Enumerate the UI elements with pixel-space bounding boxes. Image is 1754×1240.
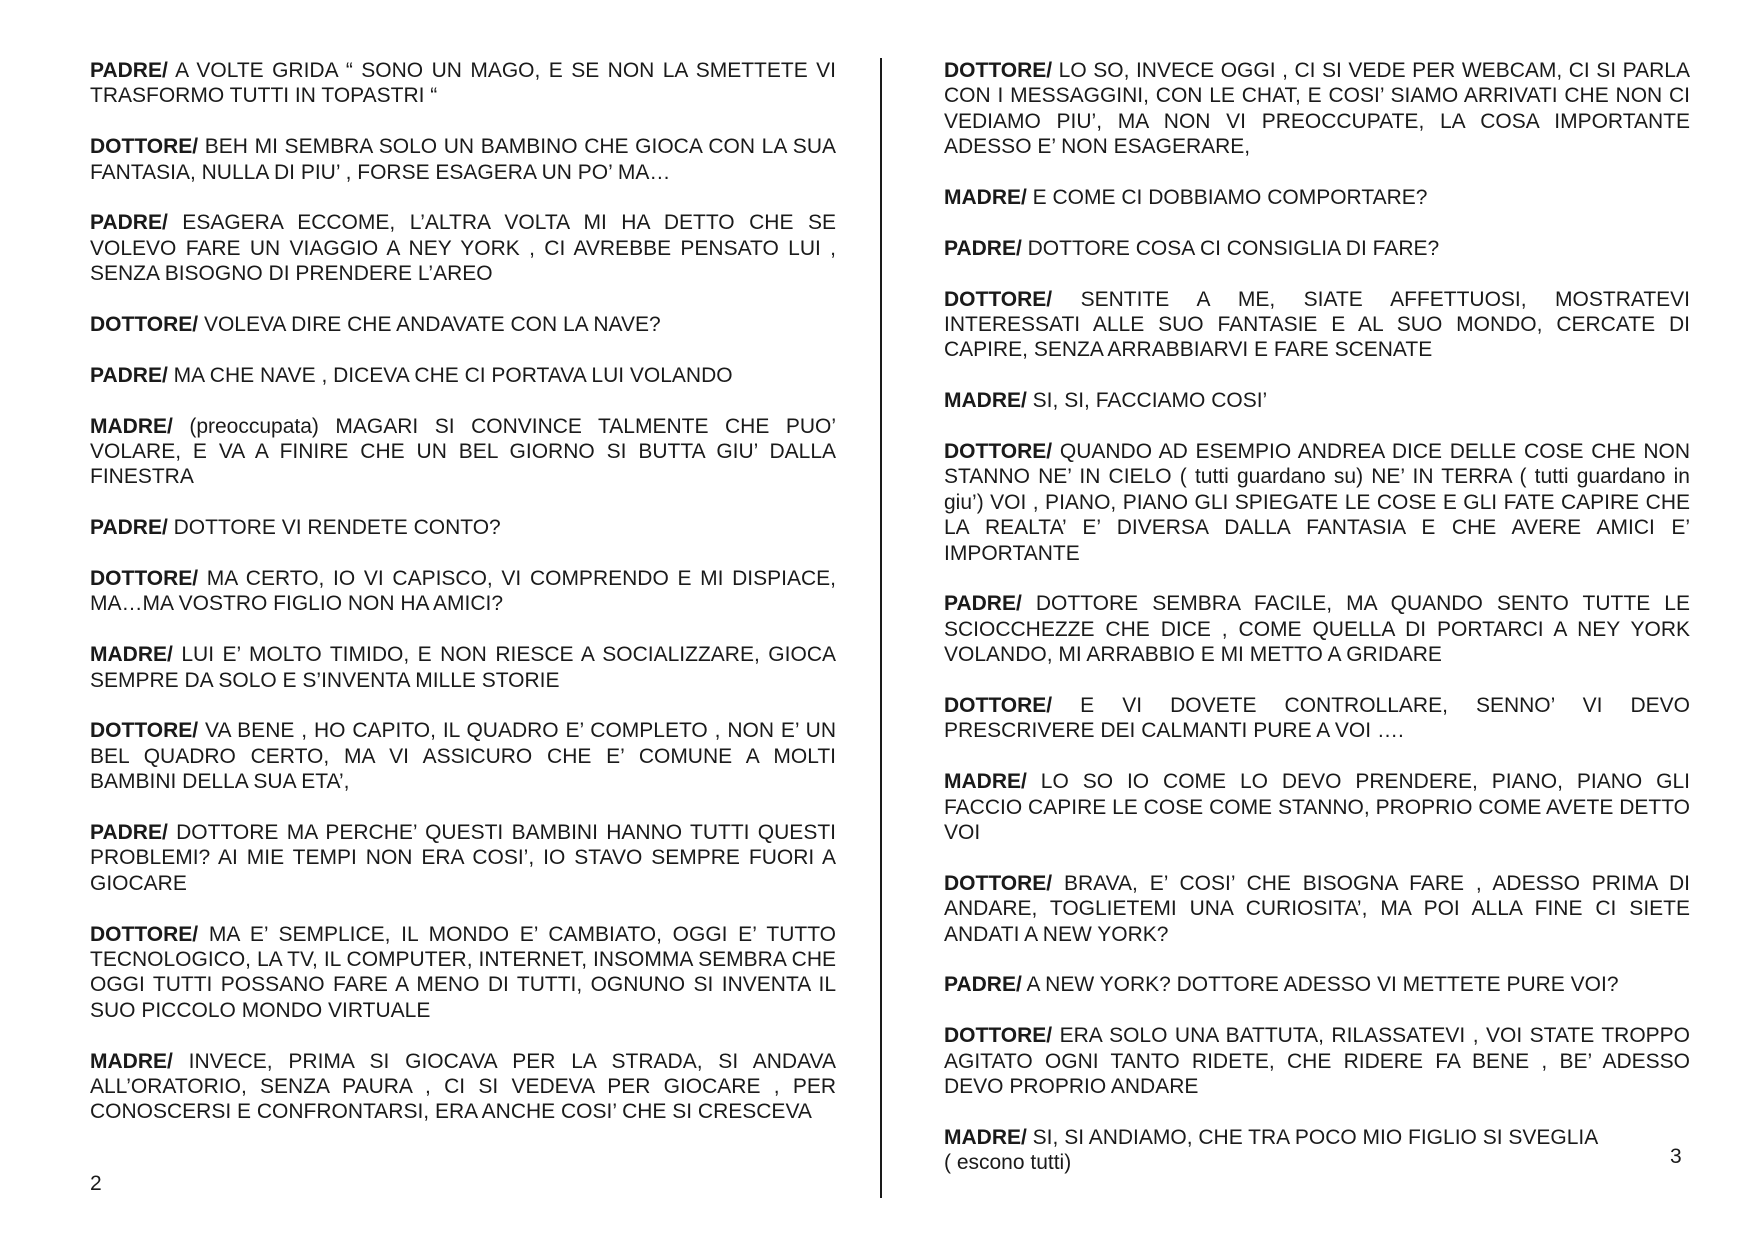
dialogue-text: (preoccupata) MAGARI SI CONVINCE TALMENTE CHE PUO’ VOLARE, E VA A FINIRE CHE UN BEL GIORNO SI BUTTA GIU’ DALLA FINESTRA xyxy=(90,414,836,489)
dialogue-text: LO SO, INVECE OGGI , CI SI VEDE PER WEBCAM, CI SI PARLA CON I MESSAGGINI, CON LE CHAT, E COSI’ SIAMO ARRIVATI CHE NON CI VEDIAMO PIU’, MA NON VI PREOCCUPATE, LA COSA IMPORTANTE ADESSO E’ NON ESAGERARE, xyxy=(944,59,1690,159)
dialogue-text: SI, SI ANDIAMO, CHE TRA POCO MIO FIGLIO SI SVEGLIA xyxy=(1026,1125,1599,1149)
dialogue-text: SENTITE A ME, SIATE AFFETTUOSI, MOSTRATEVI INTERESSATI ALLE SUO FANTASIE E AL SUO MONDO, CERCATE DI CAPIRE, SENZA ARRABBIARVI E FARE SCENATE xyxy=(944,287,1690,362)
speaker-name: MADRE/ xyxy=(944,1125,1027,1149)
dialogue-text: MA CERTO, IO VI CAPISCO, VI COMPRENDO E MI DISPIACE, MA…MA VOSTRO FIGLIO NON HA AMICI? xyxy=(90,567,836,616)
dialogue-text: VA BENE , HO CAPITO, IL QUADRO E’ COMPLETO , NON E’ UN BEL QUADRO CERTO, MA VI ASSICURO CHE E’ COMUNE A MOLTI BAMBINI DELLA SUA ETA’, xyxy=(90,719,836,794)
dialogue-entry xyxy=(90,363,836,388)
dialogue-entry xyxy=(90,642,836,693)
speaker-name: MADRE/ xyxy=(944,186,1027,210)
speaker-name: DOTTORE/ xyxy=(944,871,1053,895)
dialogue-entry xyxy=(944,871,1690,947)
stage-direction: ( escono tutti) xyxy=(944,1151,1072,1175)
speaker-name: MADRE/ xyxy=(90,414,173,438)
dialogue-entry xyxy=(90,1049,836,1125)
dialogue-entry xyxy=(944,287,1690,363)
dialogue-text: SI, SI, FACCIAMO COSI’ xyxy=(1026,389,1268,413)
speaker-name: DOTTORE/ xyxy=(944,287,1053,311)
speaker-name: PADRE/ xyxy=(90,821,168,845)
speaker-name: PADRE/ xyxy=(944,973,1022,997)
dialogue-text: ERA SOLO UNA BATTUTA, RILASSATEVI , VOI STATE TROPPO AGITATO OGNI TANTO RIDETE, CHE RIDERE FA BENE , BE’ ADESSO DEVO PROPRIO ANDARE xyxy=(944,1024,1690,1099)
dialogue-entry xyxy=(944,693,1690,744)
dialogue-text: BEH MI SEMBRA SOLO UN BAMBINO CHE GIOCA CON LA SUA FANTASIA, NULLA DI PIU’ , FORSE ESAGERA UN PO’ MA… xyxy=(90,135,836,184)
dialogue-text: QUANDO AD ESEMPIO ANDREA DICE DELLE COSE CHE NON STANNO NE’ IN CIELO ( tutti guardano su) NE’ IN TERRA ( tutti guardano in giu’) VOI , PIANO, PIANO GLI SPIEGATE LE COSE E GLI FATE CAPIRE CHE LA REALTA’ E’ DIVERSA DALLA FANTASIA E CHE AVERE AMICI E’ IMPORTANTE xyxy=(944,440,1690,565)
speaker-name: PADRE/ xyxy=(944,592,1022,616)
dialogue-entry xyxy=(90,515,836,540)
speaker-name: PADRE/ xyxy=(90,59,168,82)
speaker-name: DOTTORE/ xyxy=(944,1024,1053,1048)
dialogue-entry xyxy=(90,58,836,109)
dialogue-entry xyxy=(944,439,1690,566)
dialogue-entry xyxy=(90,312,836,337)
page-number-right: 3 xyxy=(1670,1145,1682,1168)
speaker-name: MADRE/ xyxy=(944,770,1027,794)
dialogue-entry xyxy=(944,972,1690,997)
left-page xyxy=(90,58,836,1150)
speaker-name: DOTTORE/ xyxy=(944,440,1053,464)
dialogue-entry xyxy=(90,922,836,1024)
dialogue-text: BRAVA, E’ COSI’ CHE BISOGNA FARE , ADESSO PRIMA DI ANDARE, TOGLIETEMI UNA CURIOSITA’, MA POI ALLA FINE CI SIETE ANDATI A NEW YORK? xyxy=(944,871,1690,946)
dialogue-entry xyxy=(90,820,836,896)
speaker-name: MADRE/ xyxy=(90,643,173,667)
dialogue-text: DOTTORE VI RENDETE CONTO? xyxy=(167,516,501,540)
dialogue-text: E VI DOVETE CONTROLLARE, SENNO’ VI DEVO PRESCRIVERE DEI CALMANTI PURE A VOI …. xyxy=(944,694,1690,743)
dialogue-entry xyxy=(944,58,1690,160)
speaker-name: DOTTORE/ xyxy=(90,313,199,337)
speaker-name: DOTTORE/ xyxy=(90,922,199,946)
dialogue-text: LO SO IO COME LO DEVO PRENDERE, PIANO, PIANO GLI FACCIO CAPIRE LE COSE COME STANNO, PROPRIO COME AVETE DETTO VOI xyxy=(944,770,1690,845)
dialogue-entry xyxy=(90,134,836,185)
speaker-name: DOTTORE/ xyxy=(944,694,1053,718)
dialogue-text: DOTTORE MA PERCHE’ QUESTI BAMBINI HANNO TUTTI QUESTI PROBLEMI? AI MIE TEMPI NON ERA COSI’, IO STAVO SEMPRE FUORI A GIOCARE xyxy=(90,821,836,895)
dialogue-text: DOTTORE COSA CI CONSIGLIA DI FARE? xyxy=(1021,236,1440,260)
dialogue-text: E COME CI DOBBIAMO COMPORTARE? xyxy=(1026,186,1428,210)
dialogue-text: VOLEVA DIRE CHE ANDAVATE CON LA NAVE? xyxy=(198,313,661,337)
dialogue-entry xyxy=(944,236,1690,261)
dialogue-entry xyxy=(90,210,836,286)
dialogue-entry xyxy=(944,1125,1690,1176)
speaker-name: PADRE/ xyxy=(90,363,168,387)
right-page xyxy=(944,58,1690,1176)
speaker-name: MADRE/ xyxy=(944,389,1027,413)
dialogue-entry xyxy=(90,718,836,794)
speaker-name: PADRE/ xyxy=(90,516,168,540)
dialogue-text: DOTTORE SEMBRA FACILE, MA QUANDO SENTO TUTTE LE SCIOCCHEZZE CHE DICE , COME QUELLA DI PORTARCI A NEY YORK VOLANDO, MI ARRABBIO E MI METTO A GRIDARE xyxy=(944,592,1690,667)
dialogue-text: MA E’ SEMPLICE, IL MONDO E’ CAMBIATO, OGGI E’ TUTTO TECNOLOGICO, LA TV, IL COMPUTER, INTERNET, INSOMMA SEMBRA CHE OGGI TUTTI POSSANO FARE A MENO DI TUTTI, OGNUNO SI INVENTA IL SUO PICCOLO MONDO VIRTUALE xyxy=(90,922,836,1022)
speaker-name: PADRE/ xyxy=(944,236,1022,260)
dialogue-entry xyxy=(944,769,1690,845)
dialogue-entry xyxy=(90,566,836,617)
page-divider xyxy=(880,58,882,1198)
dialogue-text: A VOLTE GRIDA “ SONO UN MAGO, E SE NON LA SMETTETE VI TRASFORMO TUTTI IN TOPASTRI “ xyxy=(90,59,836,108)
dialogue-entry xyxy=(944,185,1690,210)
dialogue-text: A NEW YORK? DOTTORE ADESSO VI METTETE PURE VOI? xyxy=(1021,973,1619,997)
speaker-name: DOTTORE/ xyxy=(90,135,199,159)
speaker-name: PADRE/ xyxy=(90,211,168,235)
speaker-name: DOTTORE/ xyxy=(944,59,1053,82)
speaker-name: DOTTORE/ xyxy=(90,719,199,743)
dialogue-text: INVECE, PRIMA SI GIOCAVA PER LA STRADA, SI ANDAVA ALL’ORATORIO, SENZA PAURA , CI SI VEDEVA PER GIOCARE , PER CONOSCERSI E CONFRONTARSI, ERA ANCHE COSI’ CHE SI CRESCEVA xyxy=(90,1049,836,1124)
page-number-left: 2 xyxy=(90,1172,102,1195)
dialogue-text: LUI E’ MOLTO TIMIDO, E NON RIESCE A SOCIALIZZARE, GIOCA SEMPRE DA SOLO E S’INVENTA MILLE STORIE xyxy=(90,643,836,692)
dialogue-entry xyxy=(944,1023,1690,1099)
speaker-name: MADRE/ xyxy=(90,1049,173,1073)
dialogue-entry xyxy=(944,591,1690,667)
dialogue-entry xyxy=(90,414,836,490)
dialogue-entry xyxy=(944,388,1690,413)
dialogue-text: ESAGERA ECCOME, L’ALTRA VOLTA MI HA DETTO CHE SE VOLEVO FARE UN VIAGGIO A NEY YORK , CI AVREBBE PENSATO LUI , SENZA BISOGNO DI PRENDERE L’AREO xyxy=(90,211,836,286)
speaker-name: DOTTORE/ xyxy=(90,567,199,591)
dialogue-text: MA CHE NAVE , DICEVA CHE CI PORTAVA LUI VOLANDO xyxy=(167,363,733,387)
